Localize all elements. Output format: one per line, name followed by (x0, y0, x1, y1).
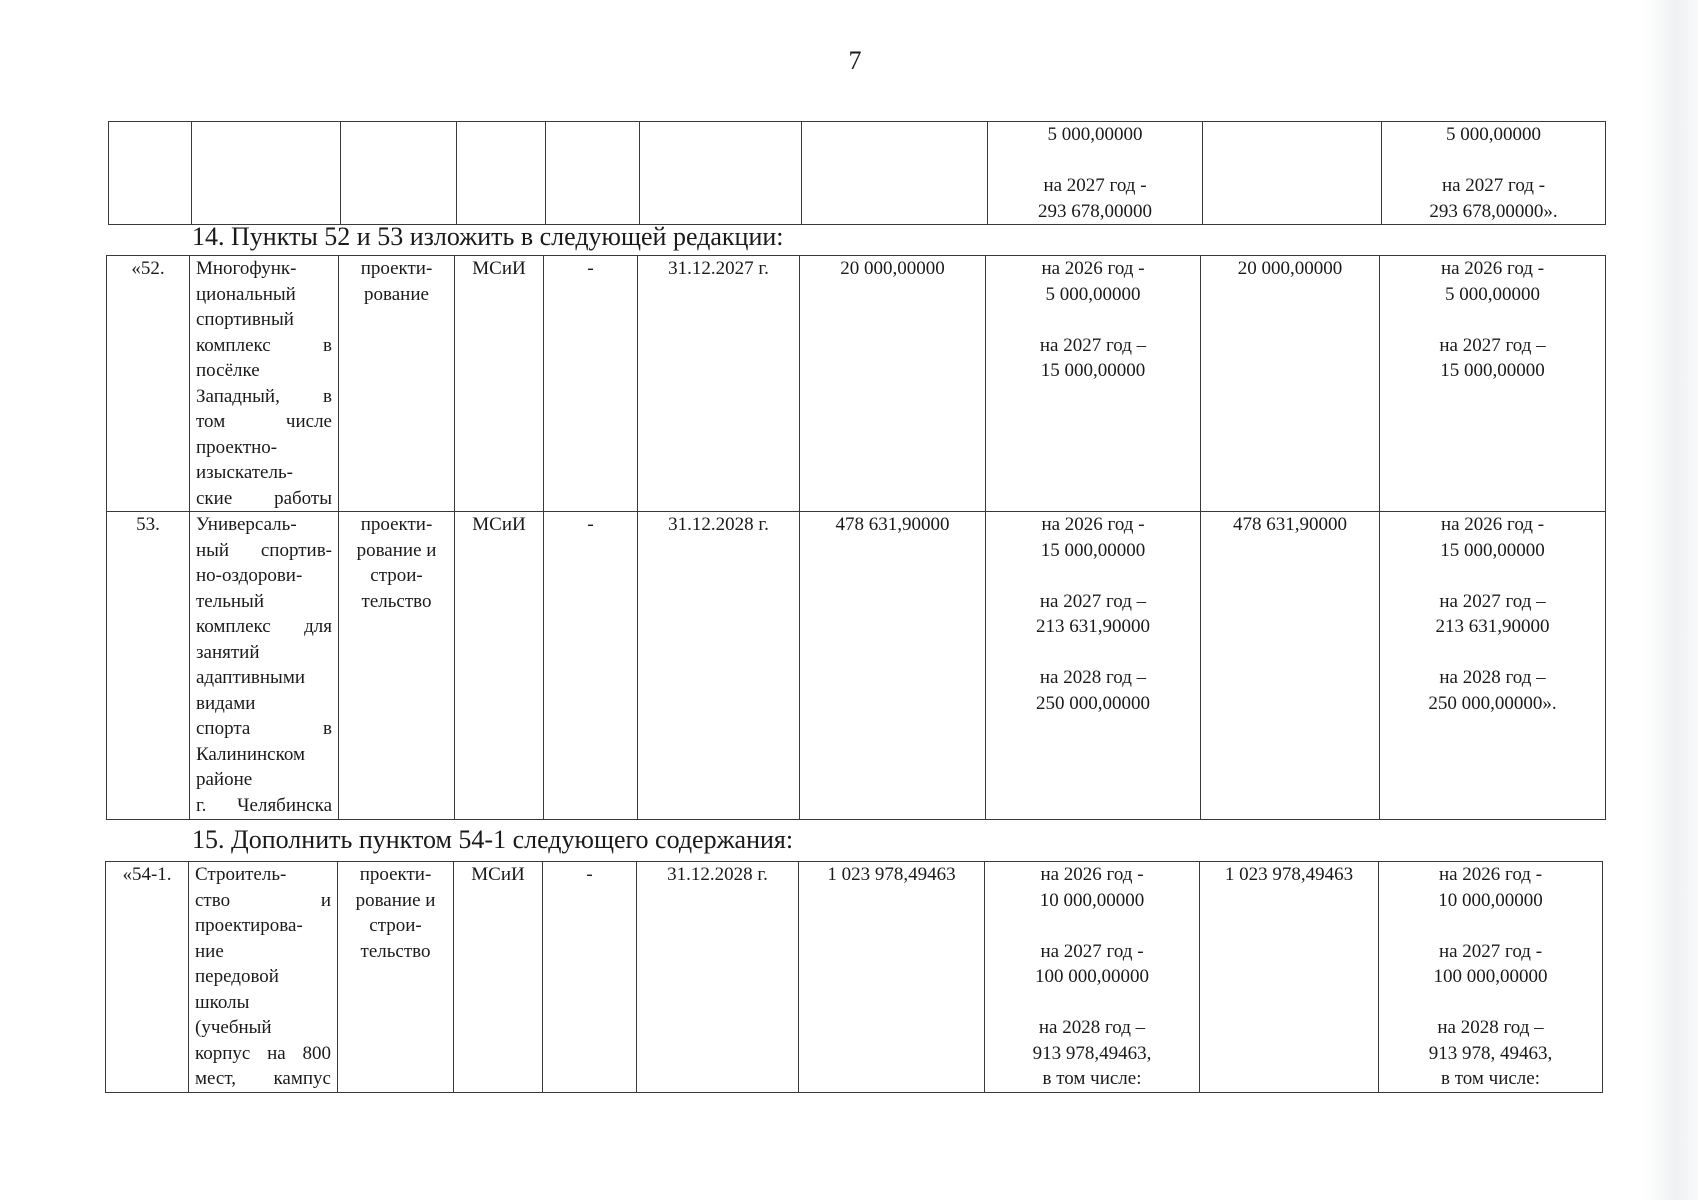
table-item-54-1 (105, 861, 1603, 1093)
work-type: проекти- рование (339, 256, 455, 512)
table-row (109, 122, 1606, 225)
section-heading-15: 15. Дополнить пунктом 54-1 следующего содержания: (192, 825, 794, 854)
object-name-line: Многофунк- (196, 258, 297, 279)
total-cost-2: 1 023 978,49463 (1200, 862, 1379, 1093)
object-name-line: ские работы (196, 487, 332, 509)
object-name-line: спортивный (196, 309, 294, 330)
funding-by-year-2: на 2026 год - 10 000,00000 на 2027 год - 100 000,00000 на 2028 год – 913 978, 49463, в том числе: (1379, 862, 1603, 1093)
object-name-line: Западный, в (196, 385, 332, 407)
dash-cell: - (544, 256, 638, 512)
object-name-line: ство и (195, 889, 331, 911)
object-name-line: ние (195, 940, 224, 962)
object-name-line: школы (195, 991, 250, 1013)
object-name-line: (учебный (195, 1017, 272, 1038)
object-name-line: посёлке (196, 360, 260, 381)
object-name-line: изыскатель- (196, 462, 293, 483)
object-name-line: но-оздорови- (196, 565, 303, 586)
object-name-line: видами (196, 692, 256, 714)
funding-by-year-cell-2: 5 000,00000 на 2027 год - 293 678,00000». (1382, 122, 1606, 225)
work-type: проекти- рование и строи- тельство (339, 512, 455, 820)
object-name-line: адаптивными (196, 667, 306, 688)
funding-by-year: на 2026 год - 15 000,00000 на 2027 год – 213 631,90000 на 2028 год – 250 000,00000 (986, 512, 1201, 820)
object-name (189, 862, 338, 1093)
scan-edge-shading (1643, 0, 1698, 1200)
table-continuation (108, 121, 1606, 225)
object-name-line: Универсаль- (196, 514, 297, 535)
customer: МСиИ (454, 862, 543, 1093)
object-name-line: ный спортив- (196, 539, 332, 561)
table-cell (109, 122, 192, 225)
total-cost: 478 631,90000 (800, 512, 986, 820)
object-name-line: проектирова- (195, 915, 303, 936)
dash-cell: - (544, 512, 638, 820)
table-cell (640, 122, 802, 225)
object-name-line: районе (196, 769, 253, 790)
section-heading-14: 14. Пункты 52 и 53 изложить в следующей редакции: (192, 222, 784, 251)
table-cell (341, 122, 457, 225)
object-name-line: Калининском (196, 743, 306, 765)
object-name-line: мест, кампус (195, 1068, 331, 1089)
funding-by-year: на 2026 год - 5 000,00000 на 2027 год – 15 000,00000 (986, 256, 1201, 512)
completion-date: 31.12.2028 г. (637, 862, 799, 1093)
table-cell (1203, 122, 1382, 225)
total-cost: 20 000,00000 (800, 256, 986, 512)
table-row (107, 256, 1606, 512)
funding-by-year-2: на 2026 год - 15 000,00000 на 2027 год – 213 631,90000 на 2028 год – 250 000,00000». (1380, 512, 1606, 820)
total-cost: 1 023 978,49463 (799, 862, 985, 1093)
table-row (106, 862, 1603, 1093)
row-number: 53. (107, 512, 190, 820)
total-cost-2: 478 631,90000 (1201, 512, 1380, 820)
completion-date: 31.12.2027 г. (638, 256, 800, 512)
row-number: «52. (107, 256, 190, 512)
object-name-line: спорта в (196, 718, 332, 739)
page-number: 7 (848, 46, 862, 75)
customer: МСиИ (455, 512, 544, 820)
dash-cell: - (543, 862, 637, 1093)
object-name-line: том числе (196, 411, 332, 432)
object-name-line: циональный (196, 283, 296, 305)
customer: МСиИ (455, 256, 544, 512)
funding-by-year: на 2026 год - 10 000,00000 на 2027 год - 100 000,00000 на 2028 год – 913 978,49463, в том числе: (985, 862, 1200, 1093)
object-name (190, 512, 339, 820)
object-name-line: г. Челябинска (196, 794, 332, 816)
object-name-line: тельный (196, 590, 264, 612)
object-name-lines (195, 862, 331, 1092)
table-cell (457, 122, 546, 225)
object-name-line: комплекс для (196, 616, 332, 637)
object-name-line: корпус на 800 (195, 1042, 331, 1064)
table-cell (802, 122, 988, 225)
object-name-line: Строитель- (195, 864, 287, 885)
object-name-line: проектно- (196, 436, 278, 458)
funding-by-year-cell: 5 000,00000 на 2027 год - 293 678,00000 (988, 122, 1203, 225)
table-items-52-53 (106, 255, 1606, 820)
object-name-line: комплекс в (196, 334, 332, 356)
funding-by-year-2: на 2026 год - 5 000,00000 на 2027 год – 15 000,00000 (1380, 256, 1606, 512)
object-name-line: занятий (196, 641, 260, 663)
object-name (190, 256, 339, 512)
row-number: «54-1. (106, 862, 189, 1093)
object-name-line: передовой (195, 966, 279, 987)
object-name-lines (196, 256, 332, 511)
completion-date: 31.12.2028 г. (638, 512, 800, 820)
table-cell (546, 122, 640, 225)
table-row (107, 512, 1606, 820)
object-name-lines (196, 512, 332, 818)
work-type: проекти- рование и строи- тельство (338, 862, 454, 1093)
table-cell (192, 122, 341, 225)
total-cost-2: 20 000,00000 (1201, 256, 1380, 512)
